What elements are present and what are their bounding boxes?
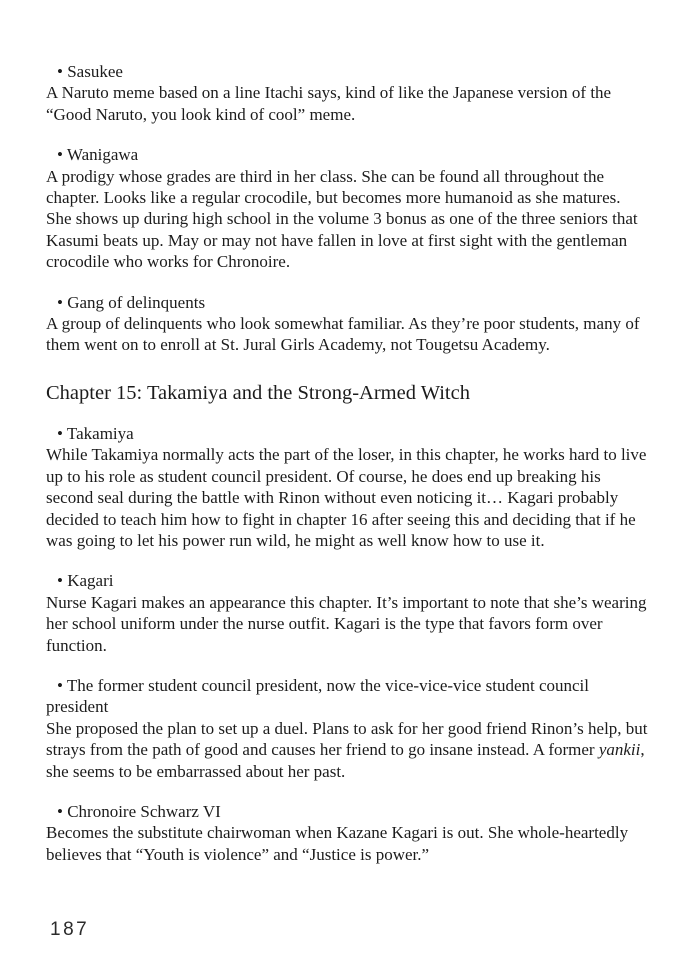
entry-body: A group of delinquents who look somewhat familiar. As they’re poor students, many of them went on to enroll at St. Jural Girls Academy, not Tougetsu Academy. [46, 314, 640, 355]
entry-title [46, 801, 650, 822]
entry-title [46, 675, 650, 718]
entry-title-text: Kagari [67, 571, 114, 591]
entry-body-text: , she seems to be embarrassed about her past. [46, 740, 645, 781]
entry-body-italic-term: yankii [598, 740, 641, 760]
entry-body: While Takamiya normally acts the part of the loser, in this chapter, he works hard to live up to his role as student council president. Of course, he does end up breaking his second seal during the battle with Rinon without even noticing it… Kagari probably decided to teach him how to fight in chapter 16 after seeing this and deciding that if he was going to let his power run wild, he might as well know how to use it. [46, 445, 647, 550]
bullet-icon: • [57, 145, 63, 165]
entry-title [46, 570, 650, 591]
entry-title [46, 61, 650, 82]
glossary-entry-takamiya [46, 423, 650, 551]
entry-title-text: Wanigawa [66, 145, 139, 165]
entry-title-text: Gang of delinquents [67, 292, 206, 312]
bullet-icon: • [57, 571, 63, 591]
entry-body: Becomes the substitute chairwoman when Kazane Kagari is out. She whole-heartedly believes that “Youth is violence” and “Justice is power.” [46, 823, 629, 864]
glossary-entry-gang-of-delinquents [46, 292, 650, 356]
glossary-entry-wanigawa [46, 144, 650, 272]
glossary-entry-kagari [46, 570, 650, 656]
bullet-icon: • [57, 292, 63, 312]
bullet-icon: • [57, 801, 63, 821]
entry-title [46, 423, 650, 444]
glossary-entry-sasukee [46, 61, 650, 125]
entry-body: A prodigy whose grades are third in her class. She can be found all throughout the chapter. Looks like a regular crocodile, but becomes more humanoid as she matures. She shows up during high school in the volume 3 bonus as one of the three seniors that Kasumi beats up. May or may not have fallen in love at first sight with the gentleman crocodile who works for Chronoire. [46, 166, 638, 272]
entry-body-text: She proposed the plan to set up a duel. Plans to ask for her good friend Rinon’s help, but strays from the path of good and causes her friend to go insane instead. A former [46, 718, 648, 760]
entry-body: Nurse Kagari makes an appearance this chapter. It’s important to note that she’s wearing her school uniform under the nurse outfit. Kagari is the type that favors form over function. [46, 592, 647, 655]
entry-body [46, 718, 650, 782]
glossary-entry-former-president [46, 675, 650, 782]
entry-title-text: Chronoire Schwarz VI [67, 801, 221, 821]
entry-title-text: Sasukee [67, 62, 123, 81]
entry-title [46, 144, 650, 165]
bullet-icon: • [57, 62, 63, 81]
bullet-icon: • [57, 675, 63, 695]
entry-title-text: The former student council president, now the vice-vice-vice student council president [46, 675, 590, 717]
entry-title [46, 292, 650, 313]
entry-body: A Naruto meme based on a line Itachi says, kind of like the Japanese version of the “Good Naruto, you look kind of cool” meme. [46, 83, 612, 124]
bullet-icon: • [57, 423, 63, 443]
glossary-entry-chronoire [46, 801, 650, 865]
chapter-heading: Chapter 15: Takamiya and the Strong-Armed Witch [46, 381, 470, 404]
entry-title-text: Takamiya [66, 423, 134, 443]
page-number: 187 [50, 919, 90, 940]
page-content [46, 61, 650, 884]
